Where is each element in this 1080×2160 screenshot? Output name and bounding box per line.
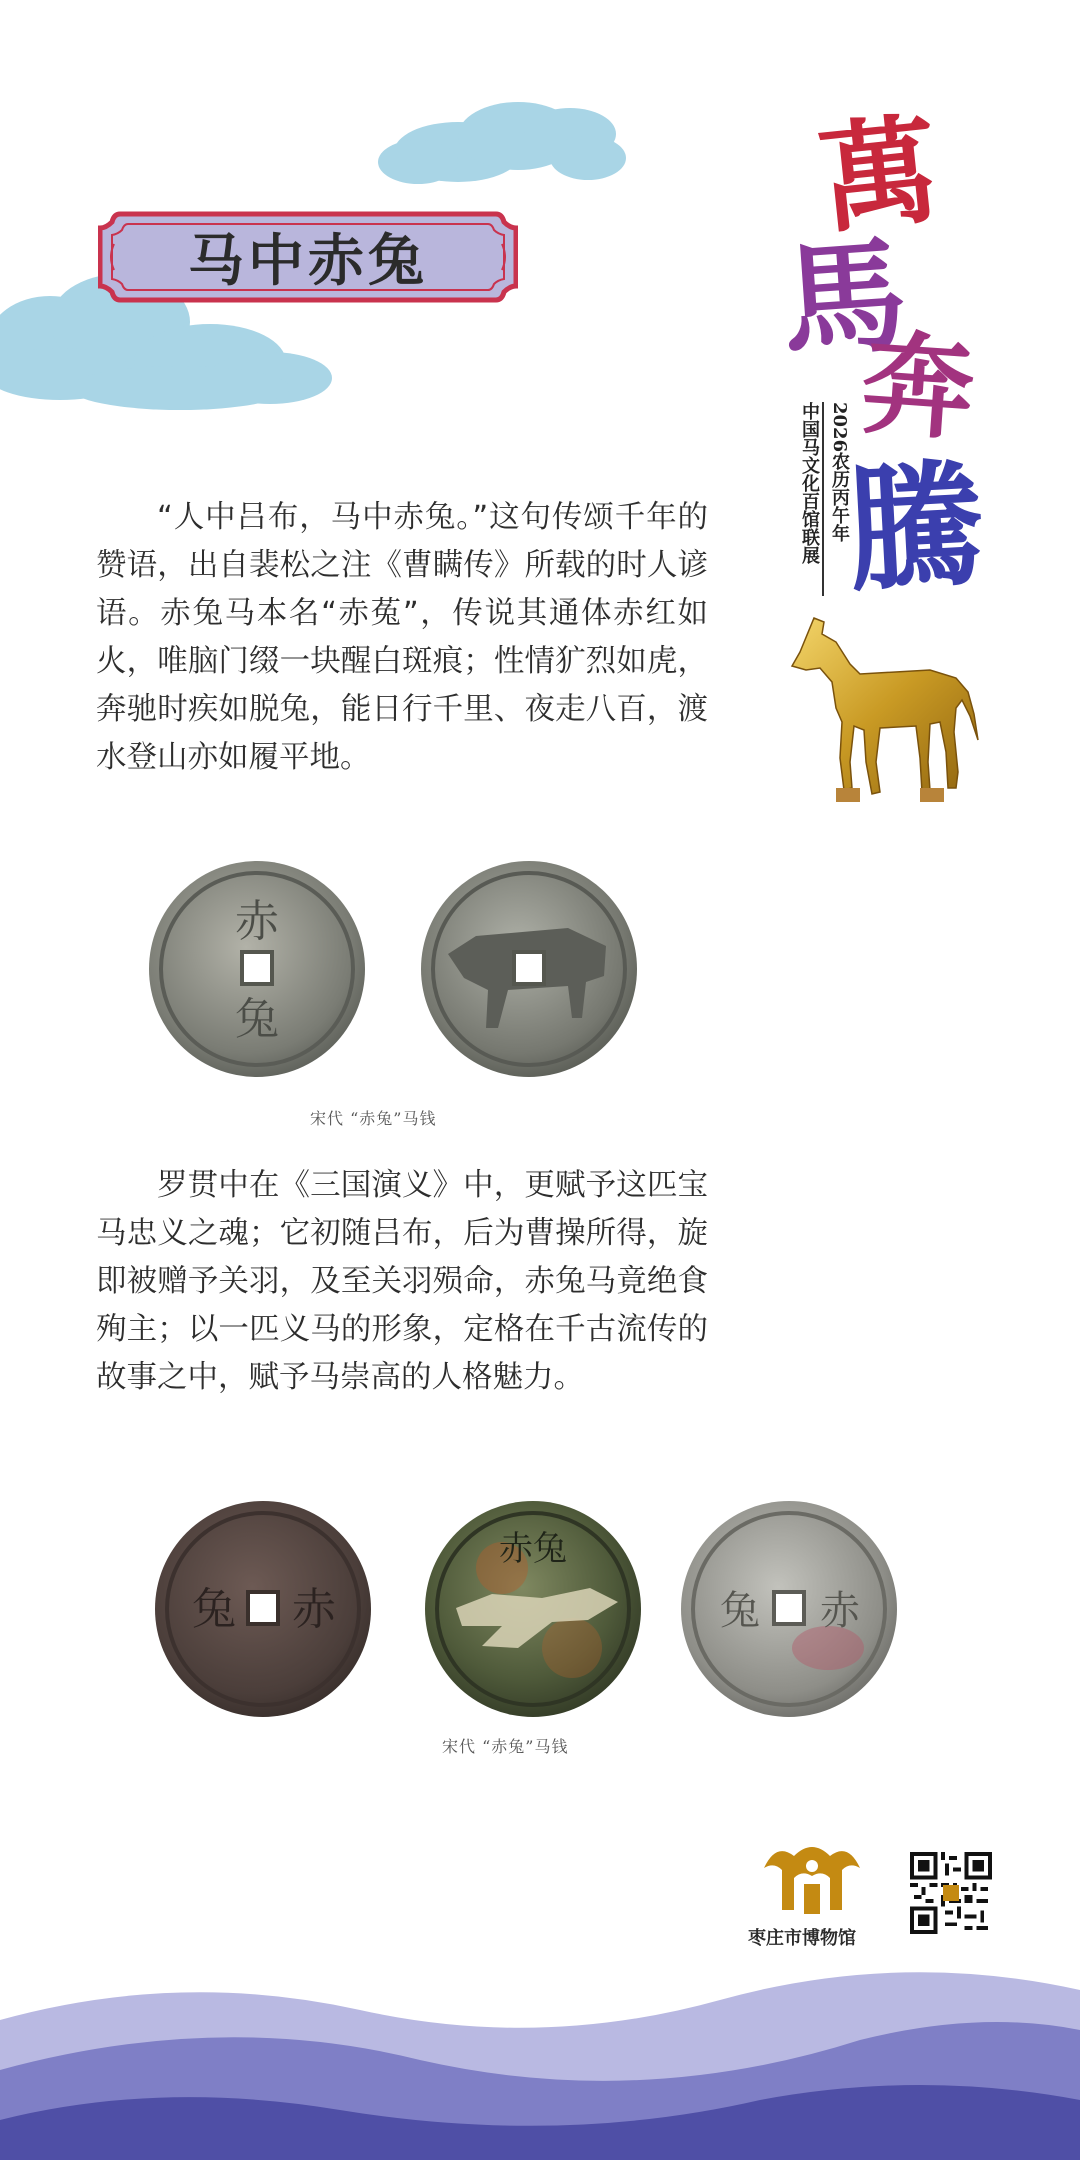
coin-chitu-inscription (146, 858, 368, 1080)
section-title-plaque (98, 208, 518, 306)
paragraph-intro: “人中吕布，马中赤兔。”这句传颂千年的赞语，出自裴松之注《曹瞒传》所载的时人谚语。赤兔马本名“赤菟”，传说其通体赤红如火，唯脑门缀一块醒白斑痕；性情犷烈如虎，奔驰时疾如脱兔，能日行千里、夜走八百，渡水登山亦如履平地。 (96, 500, 708, 775)
exhibition-divider (822, 402, 824, 596)
svg-text:兔: 兔 (720, 1588, 760, 1634)
museum-logo (760, 1840, 864, 1924)
caption-coins-1: 宋代 “赤兔”马钱 (310, 1109, 437, 1128)
calligraphy-ma: 馬 (777, 222, 911, 377)
paragraph-romance: 罗贯中在《三国演义》中，更赋予这匹宝马忠义之魂；它初随吕布，后为曹操所得，旋即被赠予关羽，及至关羽殒命，赤兔马竟绝食殉主；以一匹义马的形象，定格在千古流传的故事之中，赋予马崇高的人格魅力。 (96, 1168, 708, 1395)
qr-code[interactable] (910, 1852, 992, 1934)
svg-text:赤: 赤 (820, 1588, 860, 1634)
coin-galloping-horse (422, 1498, 644, 1720)
caption-coins-2: 宋代 “赤兔”马钱 (442, 1737, 569, 1756)
coin-horse-image (418, 858, 640, 1080)
svg-text:赤: 赤 (292, 1584, 336, 1635)
calligraphy-teng: 騰 (843, 444, 989, 612)
section-title: 马中赤兔 (188, 229, 428, 294)
exhibition-name: 中国马文化百馆联展 (799, 402, 820, 564)
exhibition-year: 2026农历丙午年 (829, 402, 850, 543)
museum-name: 枣庄市博物馆 (748, 1928, 856, 1949)
svg-text:兔: 兔 (235, 994, 279, 1045)
svg-text:兔: 兔 (192, 1584, 236, 1635)
svg-text:赤: 赤 (235, 896, 279, 947)
coin-gray-inscription (678, 1498, 900, 1720)
coin-dark-inscription (152, 1498, 374, 1720)
golden-horse-statue (780, 612, 990, 808)
svg-text:赤兔: 赤兔 (499, 1529, 567, 1569)
calligraphy-wan: 萬 (813, 99, 945, 250)
cloud-top-right (378, 96, 628, 192)
bottom-hills (0, 1950, 1080, 2160)
calligraphy-ben: 奔 (857, 318, 979, 457)
